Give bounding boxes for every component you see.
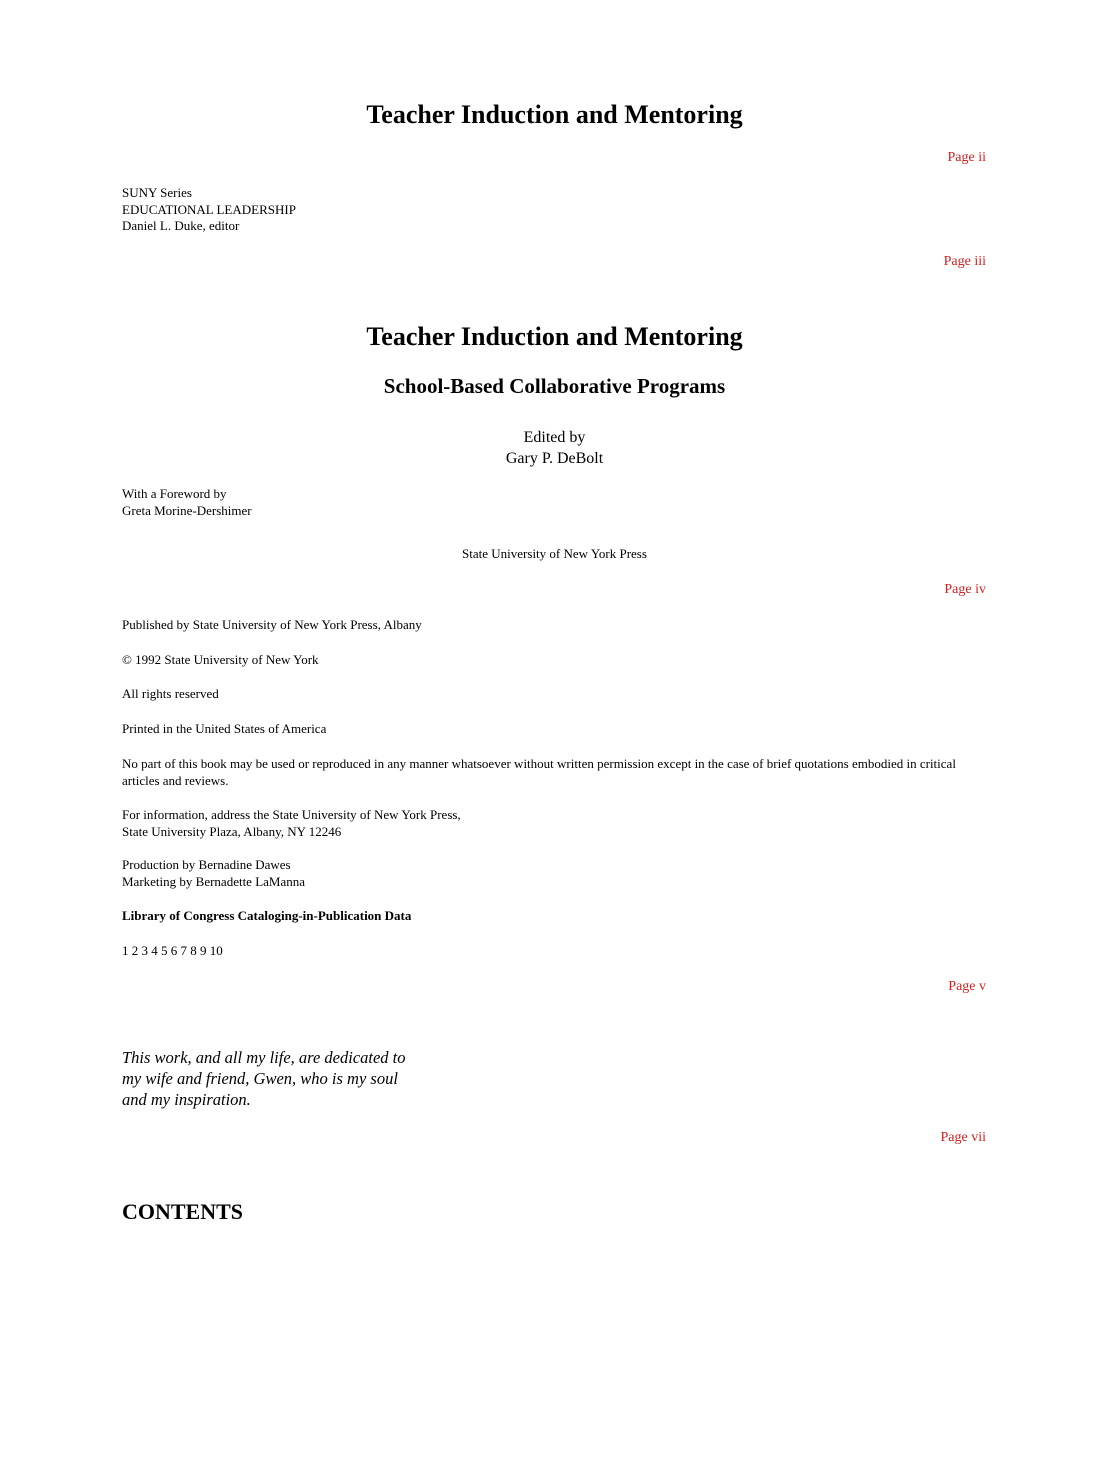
title-page-title: Teacher Induction and Mentoring [366, 322, 743, 351]
page-label-v: Page v [948, 979, 986, 994]
dedication-line: my wife and friend, Gwen, who is my soul [122, 1069, 398, 1088]
production-block [122, 857, 982, 890]
production-line: Marketing by Bernadette LaManna [122, 873, 306, 889]
print-line-text: 1 2 3 4 5 6 7 8 9 10 [122, 943, 223, 958]
series-line: SUNY Series [122, 185, 192, 200]
publisher-name: State University of New York Press [462, 546, 647, 561]
rights-text: All rights reserved [122, 686, 219, 701]
info-address-block [122, 807, 982, 840]
info-line: For information, address the State University of New York Press, [122, 807, 461, 822]
cip-heading [122, 908, 982, 925]
copyright-text: © 1992 State University of New York [122, 652, 319, 667]
rights-notice [122, 686, 982, 703]
cip-heading-text: Library of Congress Cataloging-in-Publication Data [122, 908, 412, 923]
print-line [122, 943, 982, 960]
permission-text: No part of this book may be used or reproduced in any manner whatsoever without written permission except in the case of brief quotations embodied in critical articles and reviews. [122, 756, 956, 788]
series-block [122, 185, 982, 235]
printed-notice [122, 721, 982, 738]
permission-notice [122, 756, 962, 789]
production-line: Production by Bernadine Dawes [122, 857, 291, 872]
document-title: Teacher Induction and Mentoring [366, 100, 743, 129]
dedication [122, 1047, 542, 1110]
foreword-line: Greta Morine-Dershimer [122, 502, 252, 518]
page-label-iii: Page iii [943, 254, 986, 269]
dedication-line: This work, and all my life, are dedicated to [122, 1048, 406, 1067]
dedication-line: and my inspiration. [122, 1090, 251, 1109]
copyright-notice [122, 652, 982, 669]
edited-by-label: Edited by [523, 429, 586, 446]
series-line: EDUCATIONAL LEADERSHIP [122, 201, 296, 217]
page-label-iv: Page iv [944, 582, 986, 597]
contents-heading: CONTENTS [122, 1199, 244, 1224]
title-page-subtitle: School-Based Collaborative Programs [383, 374, 726, 398]
series-line: Daniel L. Duke, editor [122, 218, 240, 233]
page-label-ii: Page ii [947, 150, 986, 165]
page-label-vii: Page vii [940, 1130, 986, 1145]
info-line: State University Plaza, Albany, NY 12246 [122, 823, 342, 839]
editor-name: Gary P. DeBolt [505, 450, 604, 467]
published-by-text: Published by State University of New York Press, Albany [122, 617, 422, 632]
published-by [122, 617, 982, 634]
foreword-line: With a Foreword by [122, 486, 227, 501]
foreword-block [122, 486, 982, 519]
printed-text: Printed in the United States of America [122, 721, 327, 736]
